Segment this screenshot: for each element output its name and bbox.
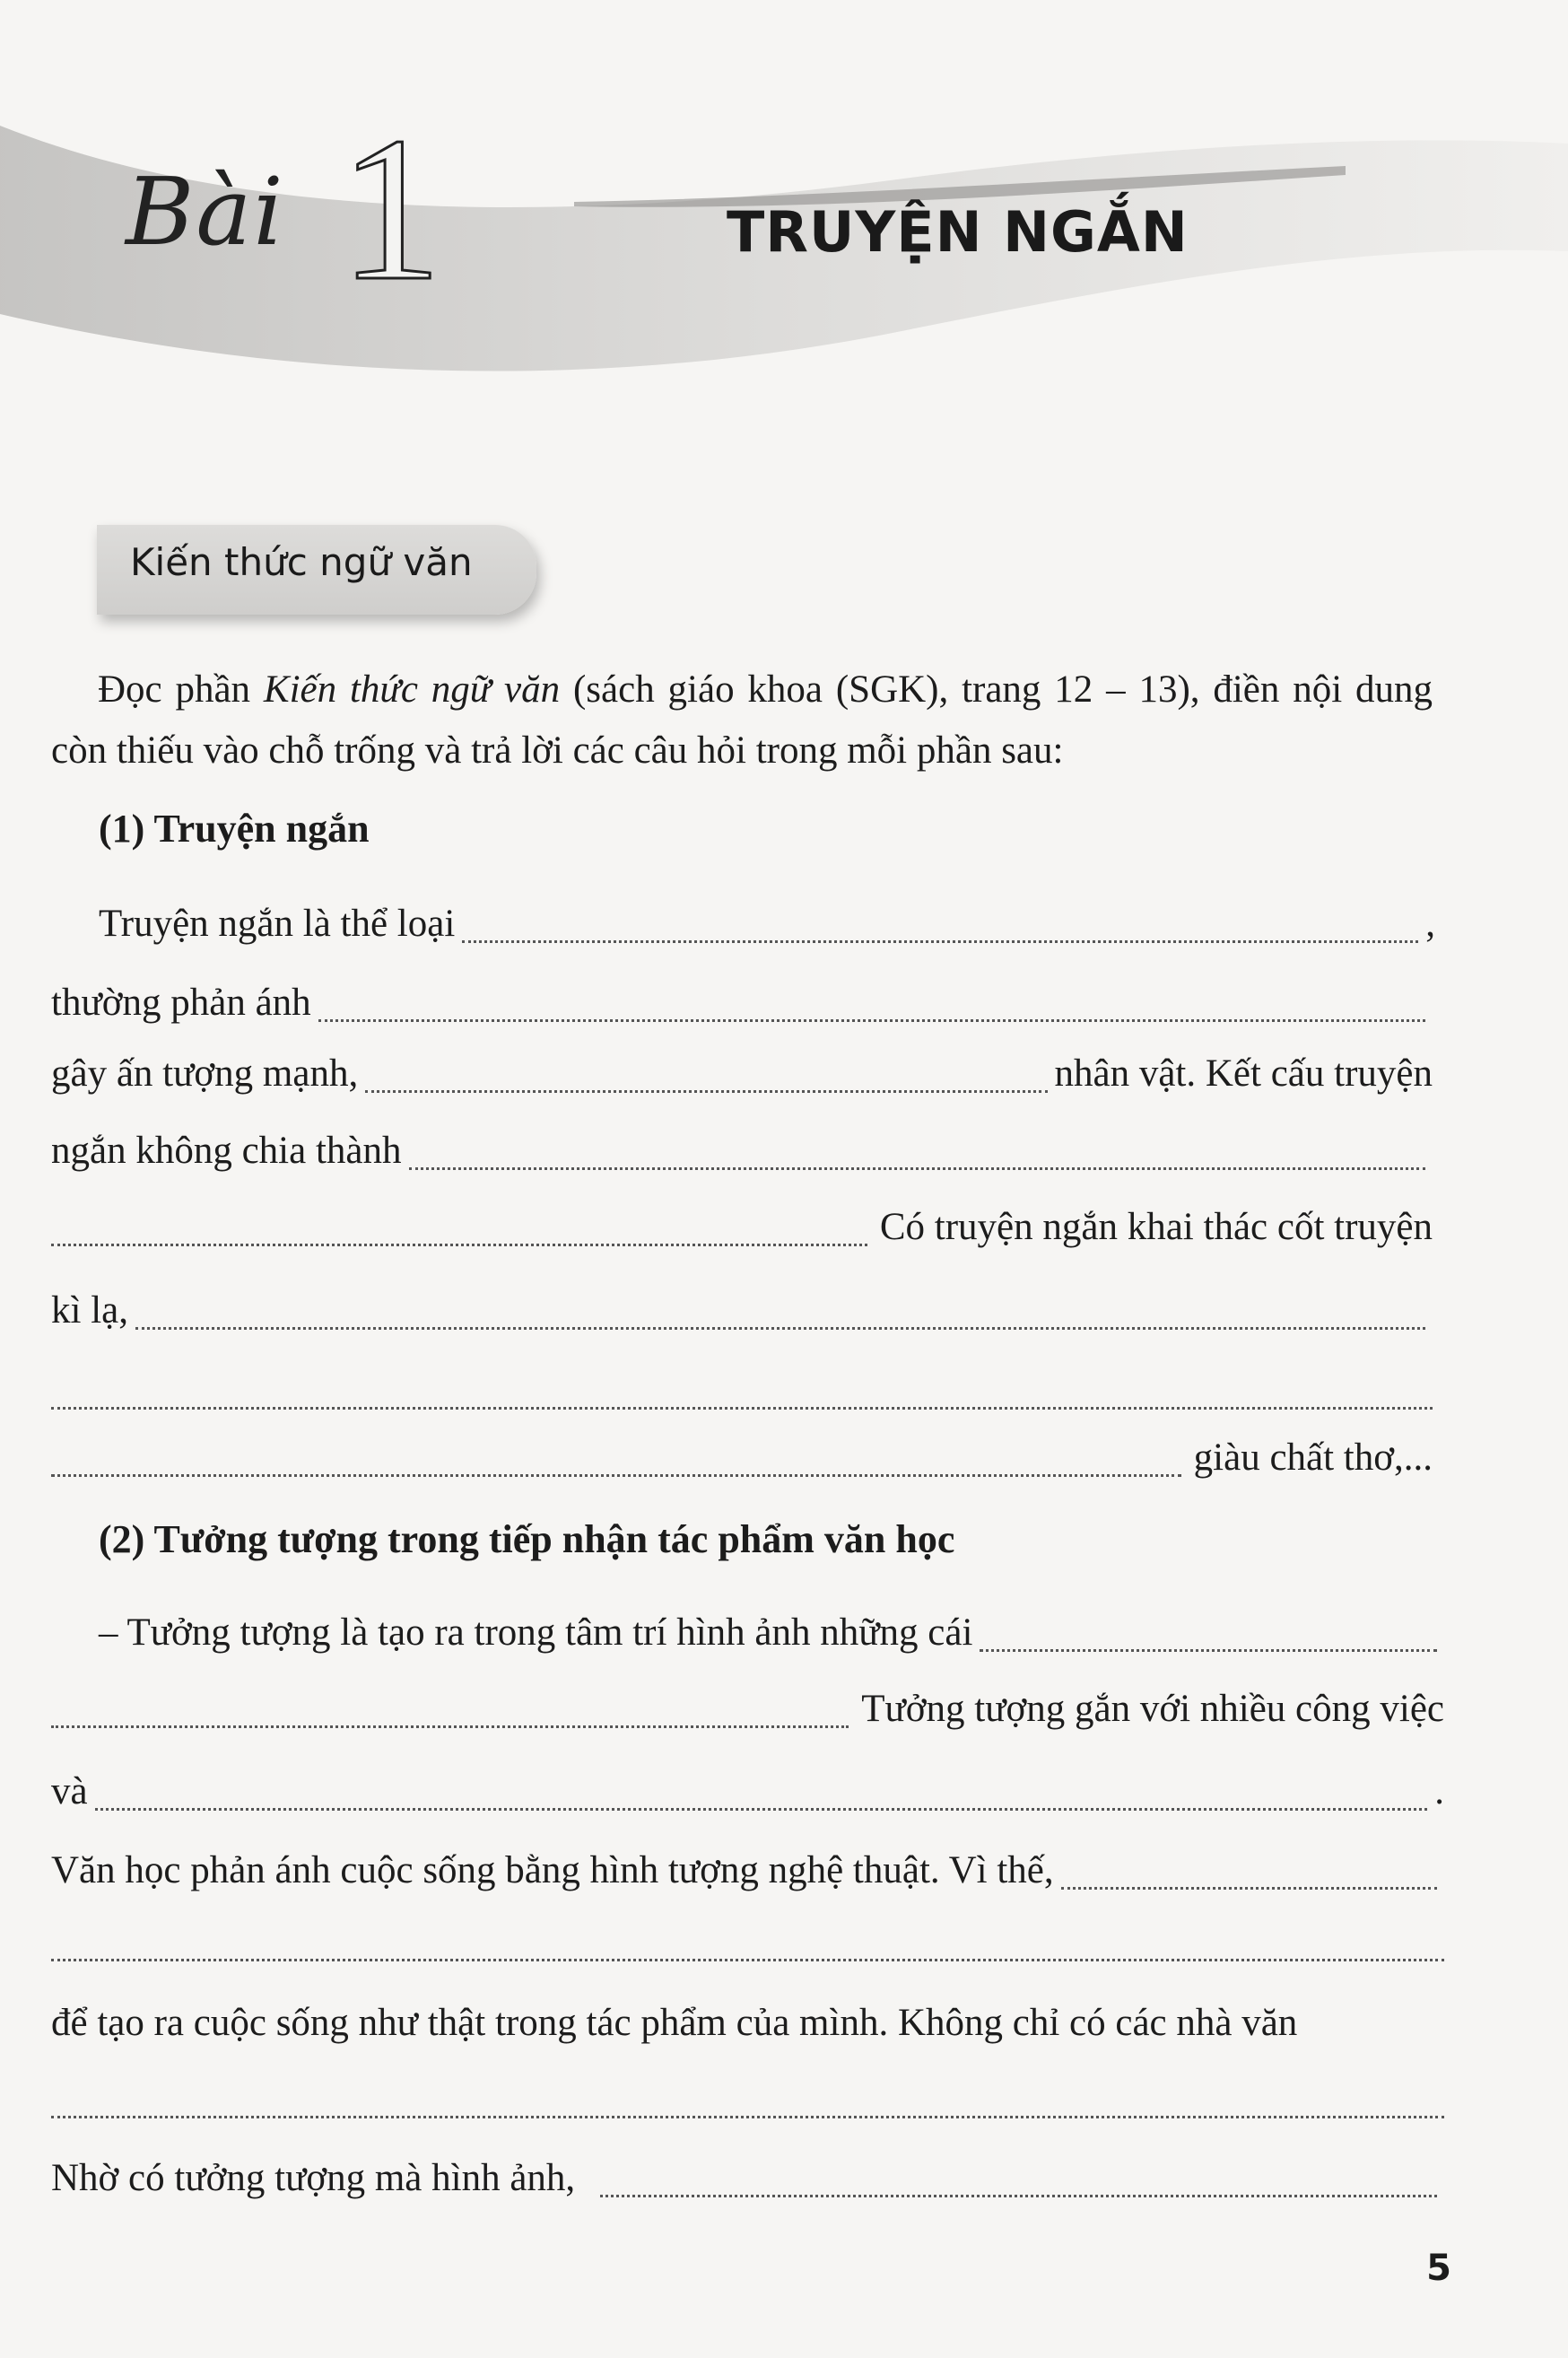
blank-line[interactable] — [462, 937, 1418, 943]
blank-line[interactable] — [409, 1164, 1426, 1170]
fill-row — [51, 1687, 1444, 1741]
row-text: để tạo ra cuộc sống như thật trong tác phẩm của mình. Không chỉ có các nhà văn — [51, 2002, 1298, 2044]
blank-line[interactable] — [600, 2191, 1437, 2197]
blank-line[interactable] — [95, 1804, 1428, 1811]
fill-row — [51, 2156, 1444, 2210]
part1-heading: (1) Truyện ngắn — [99, 807, 370, 851]
row-end: giàu chất thơ,... — [1193, 1437, 1433, 1479]
fill-row — [99, 902, 1435, 956]
row-text: ngắn không chia thành — [51, 1130, 402, 1172]
row-end: Có truyện ngắn khai thác cốt truyện — [879, 1206, 1433, 1248]
blank-line[interactable] — [51, 2112, 1444, 2118]
fill-row — [51, 1205, 1433, 1259]
fill-row — [51, 1920, 1444, 1974]
row-text: kì lạ, — [51, 1289, 128, 1332]
blank-line[interactable] — [318, 1016, 1425, 1022]
page-title: TRUYỆN NGẮN — [727, 199, 1189, 265]
row-end: Tưởng tượng gắn với nhiều công việc — [861, 1688, 1444, 1730]
row-text: và — [51, 1770, 88, 1812]
lesson-number: 1 — [339, 94, 442, 323]
blank-line[interactable] — [135, 1323, 1425, 1330]
fill-row — [51, 1848, 1444, 1902]
row-text: Văn học phản ánh cuộc sống bằng hình tượng nghệ thuật. Vì thế, — [51, 1849, 1054, 1891]
blank-line[interactable] — [1061, 1883, 1437, 1890]
fill-row — [51, 1288, 1433, 1342]
fill-row — [51, 1368, 1433, 1422]
fill-row — [99, 1611, 1444, 1664]
fill-row — [51, 2077, 1444, 2131]
blank-line[interactable] — [51, 1722, 849, 1728]
intro-italic: Kiến thức ngữ văn — [263, 668, 561, 711]
blank-line[interactable] — [365, 1087, 1047, 1093]
fill-row — [51, 981, 1433, 1035]
fill-row — [51, 1769, 1444, 1823]
blank-line[interactable] — [51, 1955, 1444, 1961]
fill-row — [51, 1052, 1433, 1105]
blank-line[interactable] — [51, 1471, 1181, 1477]
row-text: thường phản ánh — [51, 982, 311, 1024]
fill-row — [51, 2001, 1444, 2055]
part2-heading: (2) Tưởng tượng trong tiếp nhận tác phẩm văn học — [99, 1517, 955, 1561]
blank-line[interactable] — [51, 1240, 867, 1246]
row-text: Truyện ngắn là thể loại — [99, 903, 456, 945]
lesson-label: Bài — [126, 157, 285, 266]
blank-line[interactable] — [51, 1403, 1433, 1410]
intro-text-1: Đọc phần — [98, 668, 264, 711]
fill-row — [51, 1436, 1433, 1489]
row-text: – Tưởng tượng là tạo ra trong tâm trí hình ảnh những cái — [99, 1611, 973, 1654]
fill-row — [51, 1129, 1433, 1183]
row-end: , — [1425, 903, 1435, 945]
row-end: nhân vật. Kết cấu truyện — [1054, 1052, 1433, 1095]
row-text: gây ấn tượng mạnh, — [51, 1052, 359, 1095]
intro-paragraph — [51, 659, 1433, 782]
blank-line[interactable] — [980, 1646, 1437, 1652]
page-number: 5 — [1426, 2248, 1451, 2289]
row-end: . — [1434, 1770, 1444, 1812]
section-label: Kiến thức ngữ văn — [130, 540, 473, 584]
row-text: Nhờ có tưởng tượng mà hình ảnh, — [51, 2157, 576, 2199]
intro-text-2: (sách giáo khoa (SGK), trang 12 – 13), điền nội dung còn thiếu vào chỗ trống và trả lời các câu hỏi trong mỗi phần sau: — [51, 668, 1433, 772]
